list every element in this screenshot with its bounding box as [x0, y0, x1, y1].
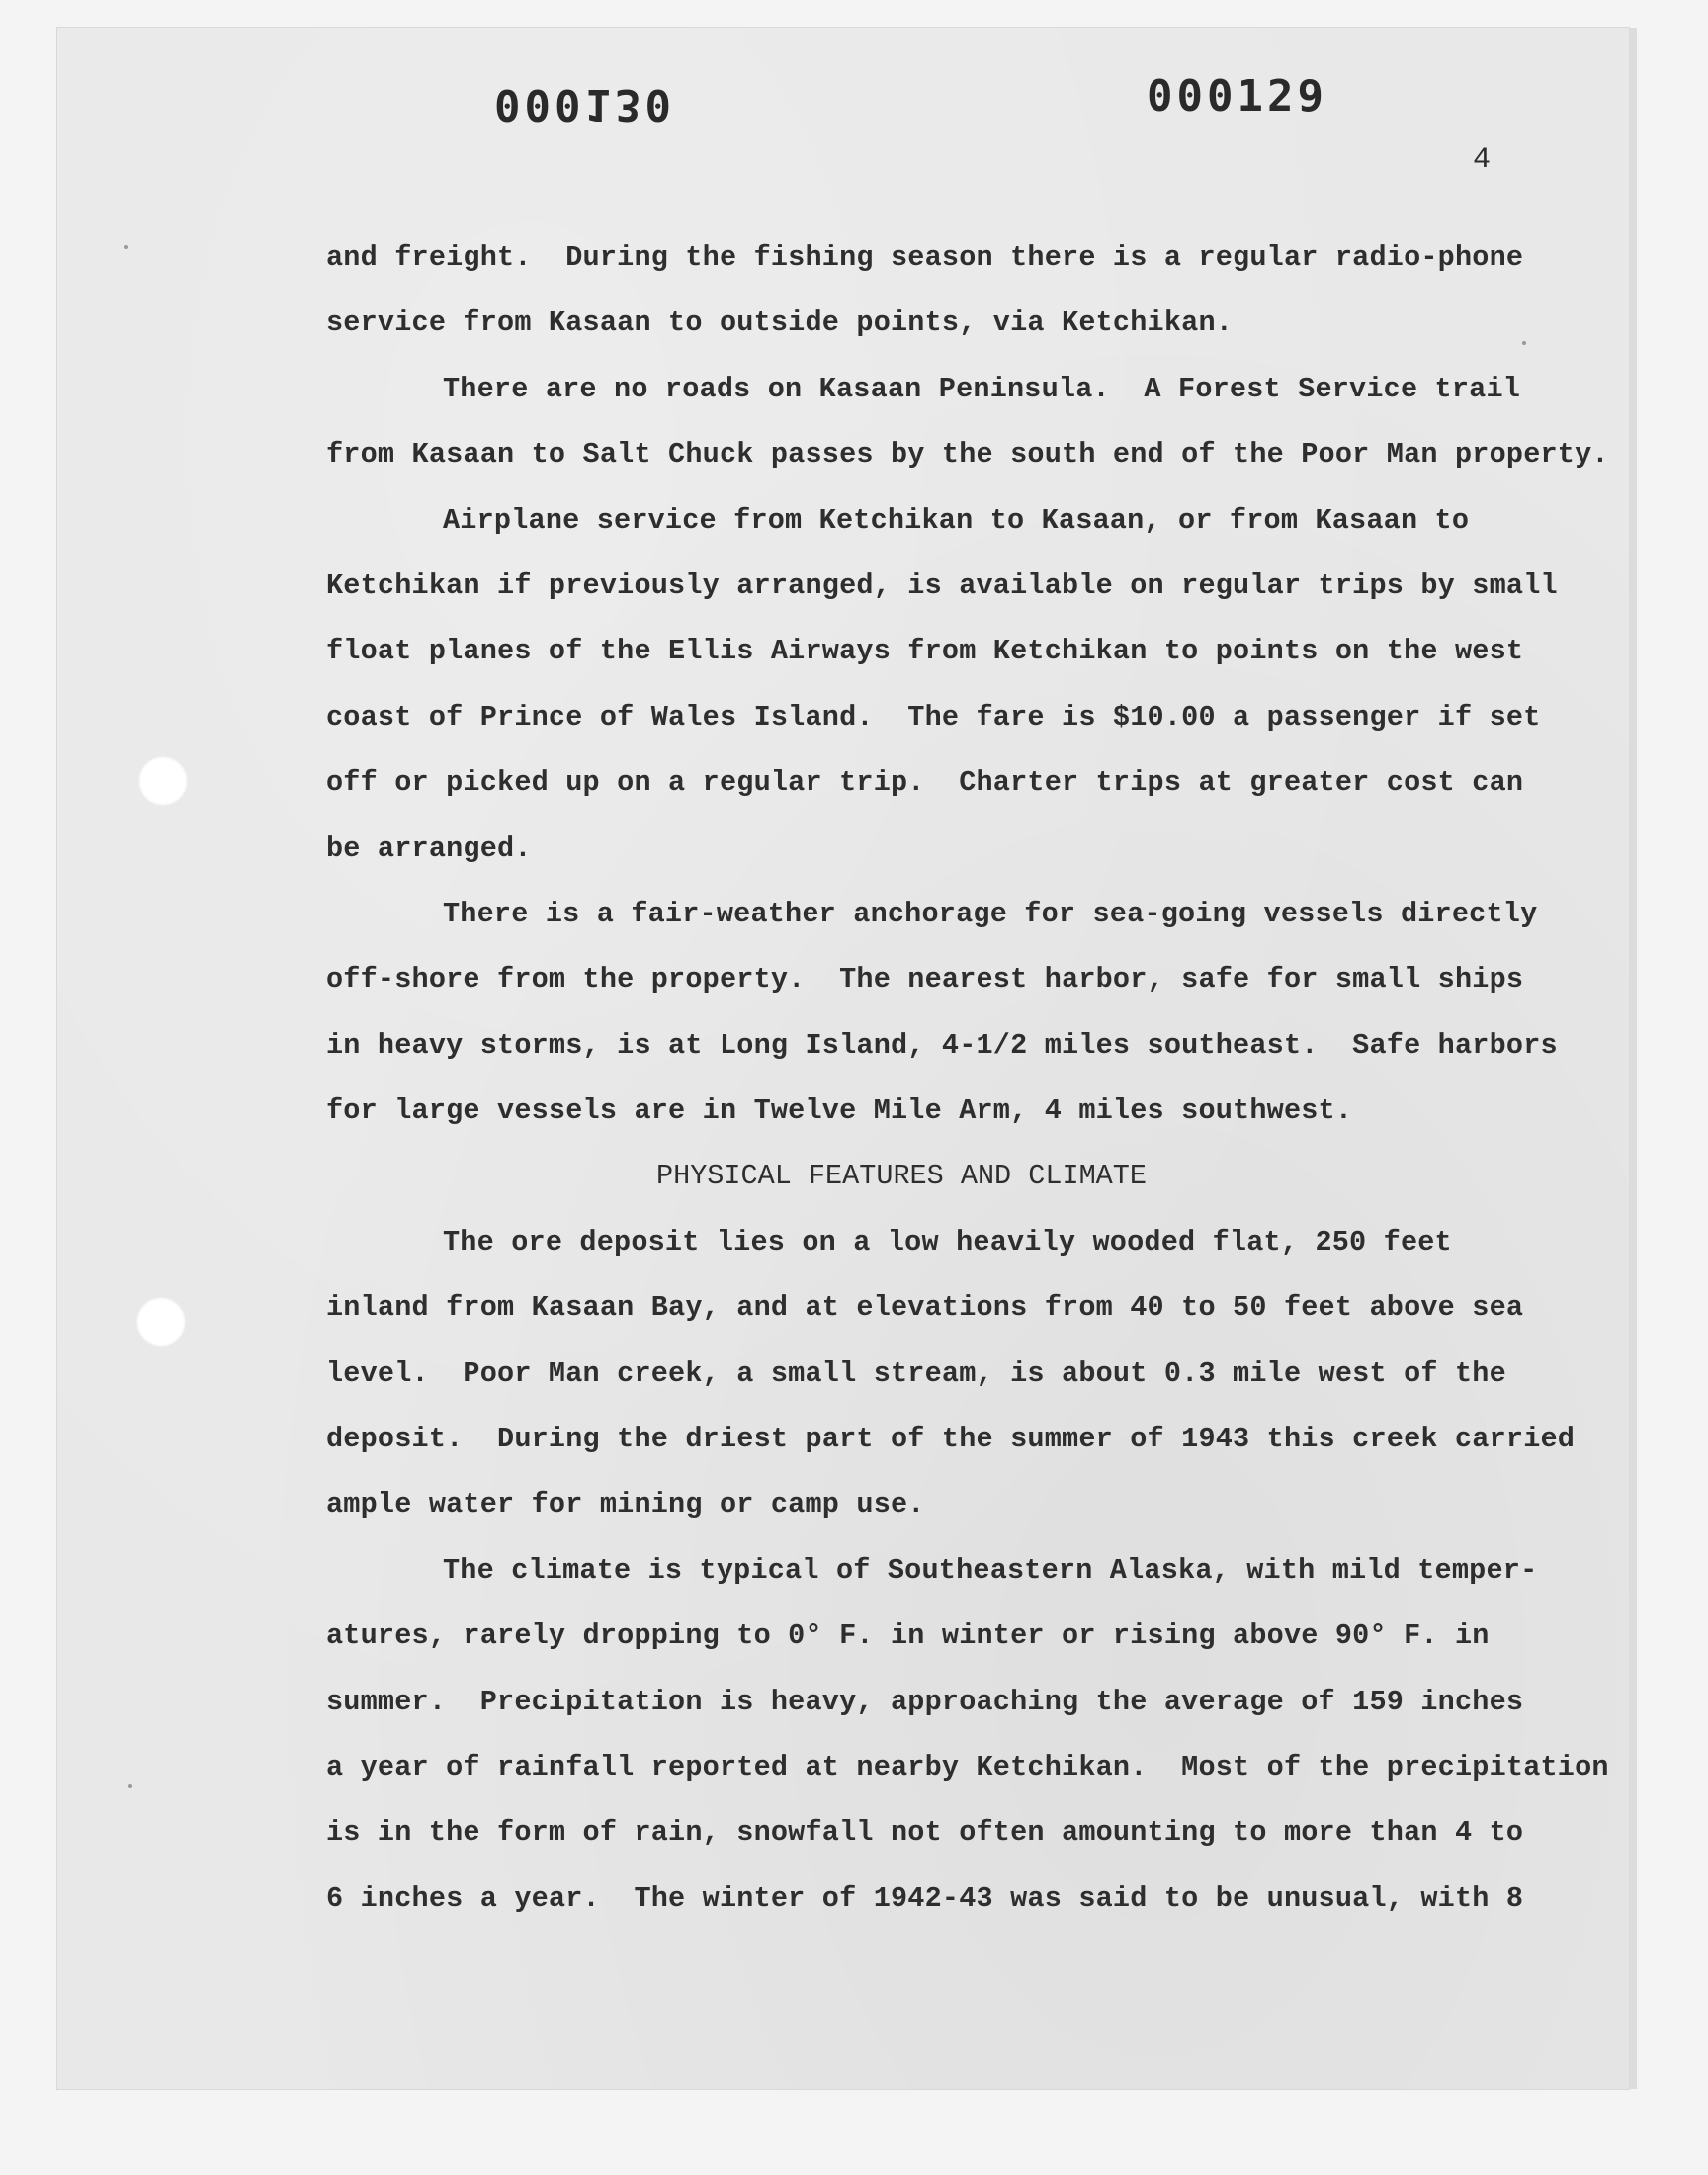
- punch-hole-upper: [138, 756, 188, 806]
- bates-stamp: 000129: [1147, 71, 1327, 122]
- body-text: [326, 225, 1611, 1932]
- text-line: a year of rainfall reported at nearby Ketchikan. Most of the precipitation: [326, 1750, 1609, 1784]
- punch-hole-lower: [136, 1297, 186, 1347]
- text-line: level. Poor Man creek, a small stream, is about 0.3 mile west of the: [326, 1356, 1506, 1390]
- text-line: and freight. During the fishing season there is a regular radio-phone: [326, 241, 1524, 274]
- text-line: service from Kasaan to outside points, via Ketchikan.: [326, 306, 1234, 340]
- text-line: The ore deposit lies on a low heavily wooded flat, 250 feet: [443, 1225, 1452, 1259]
- text-line: Airplane service from Ketchikan to Kasaan, or from Kasaan to: [443, 503, 1470, 537]
- text-line: off or picked up on a regular trip. Charter trips at greater cost can: [326, 766, 1524, 800]
- page-edge: [1629, 28, 1637, 2089]
- text-line: atures, rarely dropping to 0° F. in winter or rising above 90° F. in: [326, 1619, 1490, 1653]
- text-line: summer. Precipitation is heavy, approaching the average of 159 inches: [326, 1685, 1524, 1718]
- text-line: be arranged.: [326, 831, 532, 865]
- section-heading: PHYSICAL FEATURES AND CLIMATE: [656, 1160, 1147, 1193]
- text-line: for large vessels are in Twelve Mile Arm, 4 miles southwest.: [326, 1094, 1353, 1128]
- text-line: There are no roads on Kasaan Peninsula. A Forest Service trail: [443, 372, 1521, 405]
- text-line: deposit. During the driest part of the summer of 1943 this creek carried: [326, 1423, 1576, 1456]
- text-line: coast of Prince of Wales Island. The fare is $10.00 a passenger if set: [326, 700, 1541, 734]
- text-line: ample water for mining or camp use.: [326, 1488, 925, 1522]
- scan-speck: [124, 245, 128, 249]
- text-line: from Kasaan to Salt Chuck passes by the south end of the Poor Man property.: [326, 438, 1609, 472]
- text-line: float planes of the Ellis Airways from Ketchikan to points on the west: [326, 635, 1524, 668]
- scan-speck: [128, 1784, 132, 1788]
- text-line: is in the form of rain, snowfall not often amounting to more than 4 to: [326, 1816, 1524, 1850]
- page-number: 4: [1473, 143, 1492, 177]
- text-line: inland from Kasaan Bay, and at elevations from 40 to 50 feet above sea: [326, 1291, 1524, 1325]
- text-line: 6 inches a year. The winter of 1942-43 was said to be unusual, with 8: [326, 1881, 1524, 1915]
- text-line: The climate is typical of Southeastern Alaska, with mild temper-: [443, 1553, 1538, 1587]
- mirrored-bates-stamp: 000130: [494, 79, 675, 130]
- text-line: Ketchikan if previously arranged, is available on regular trips by small: [326, 568, 1558, 602]
- text-line: There is a fair-weather anchorage for sea-going vessels directly: [443, 897, 1538, 930]
- text-line: off-shore from the property. The nearest harbor, safe for small ships: [326, 963, 1524, 997]
- text-line: in heavy storms, is at Long Island, 4-1/2 miles southeast. Safe harbors: [326, 1028, 1558, 1062]
